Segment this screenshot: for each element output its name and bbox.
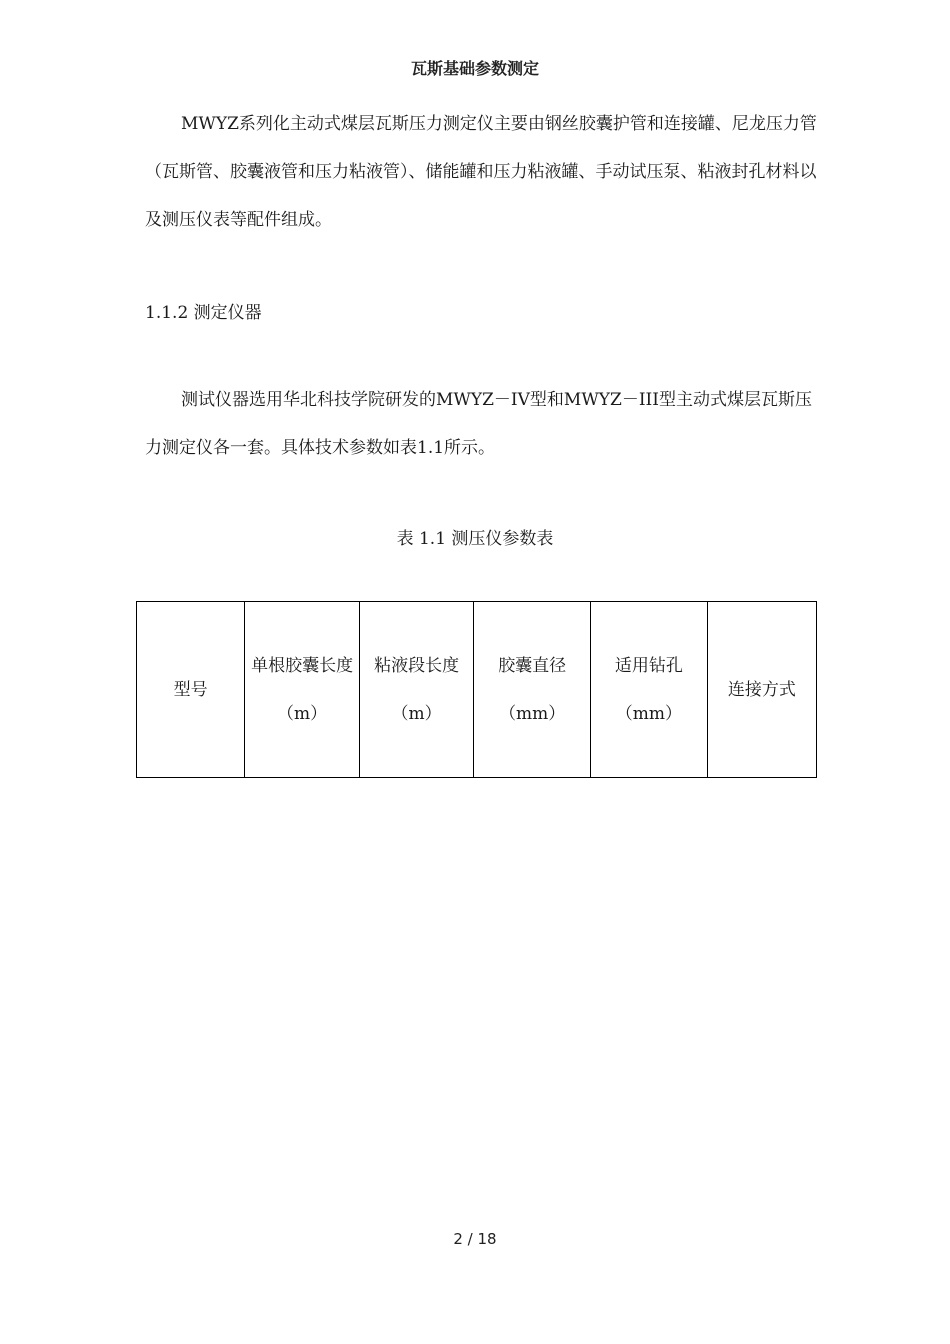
header-cell-model: 型号 [137, 602, 245, 778]
table-caption: 表 1.1 测压仪参数表 [396, 529, 554, 549]
parameter-table [136, 601, 817, 778]
page-header-title: 瓦斯基础参数测定 [410, 59, 539, 78]
header-cell-capsule-length: 单根胶囊长度（m） [245, 602, 360, 778]
section-heading: 1.1.2 测定仪器 [145, 303, 262, 323]
header-cell-mucus-length: 粘液段长度（m） [359, 602, 474, 778]
paragraph-text: 测试仪器选用华北科技学院研发的MWYZ－IV型和MWYZ－III型主动式煤层瓦斯压力测定仪各一套。具体技术参数如表1.1所示。 [145, 390, 812, 458]
page-number: 2 / 18 [453, 1230, 497, 1248]
paragraph-test-instrument [145, 376, 825, 472]
table-header-row [137, 602, 817, 778]
header-cell-capsule-diameter: 胶囊直径（mm） [474, 602, 591, 778]
paragraph-instrument-composition [145, 100, 825, 244]
header-cell-connection: 连接方式 [707, 602, 816, 778]
paragraph-text: MWYZ系列化主动式煤层瓦斯压力测定仪主要由钢丝胶囊护管和连接罐、尼龙压力管（瓦斯管、胶囊液管和压力粘液管）、储能罐和压力粘液罐、手动试压泵、粘液封孔材料以及测压仪表等配件组成。 [145, 114, 817, 230]
header-cell-borehole: 适用钻孔（mm） [591, 602, 708, 778]
